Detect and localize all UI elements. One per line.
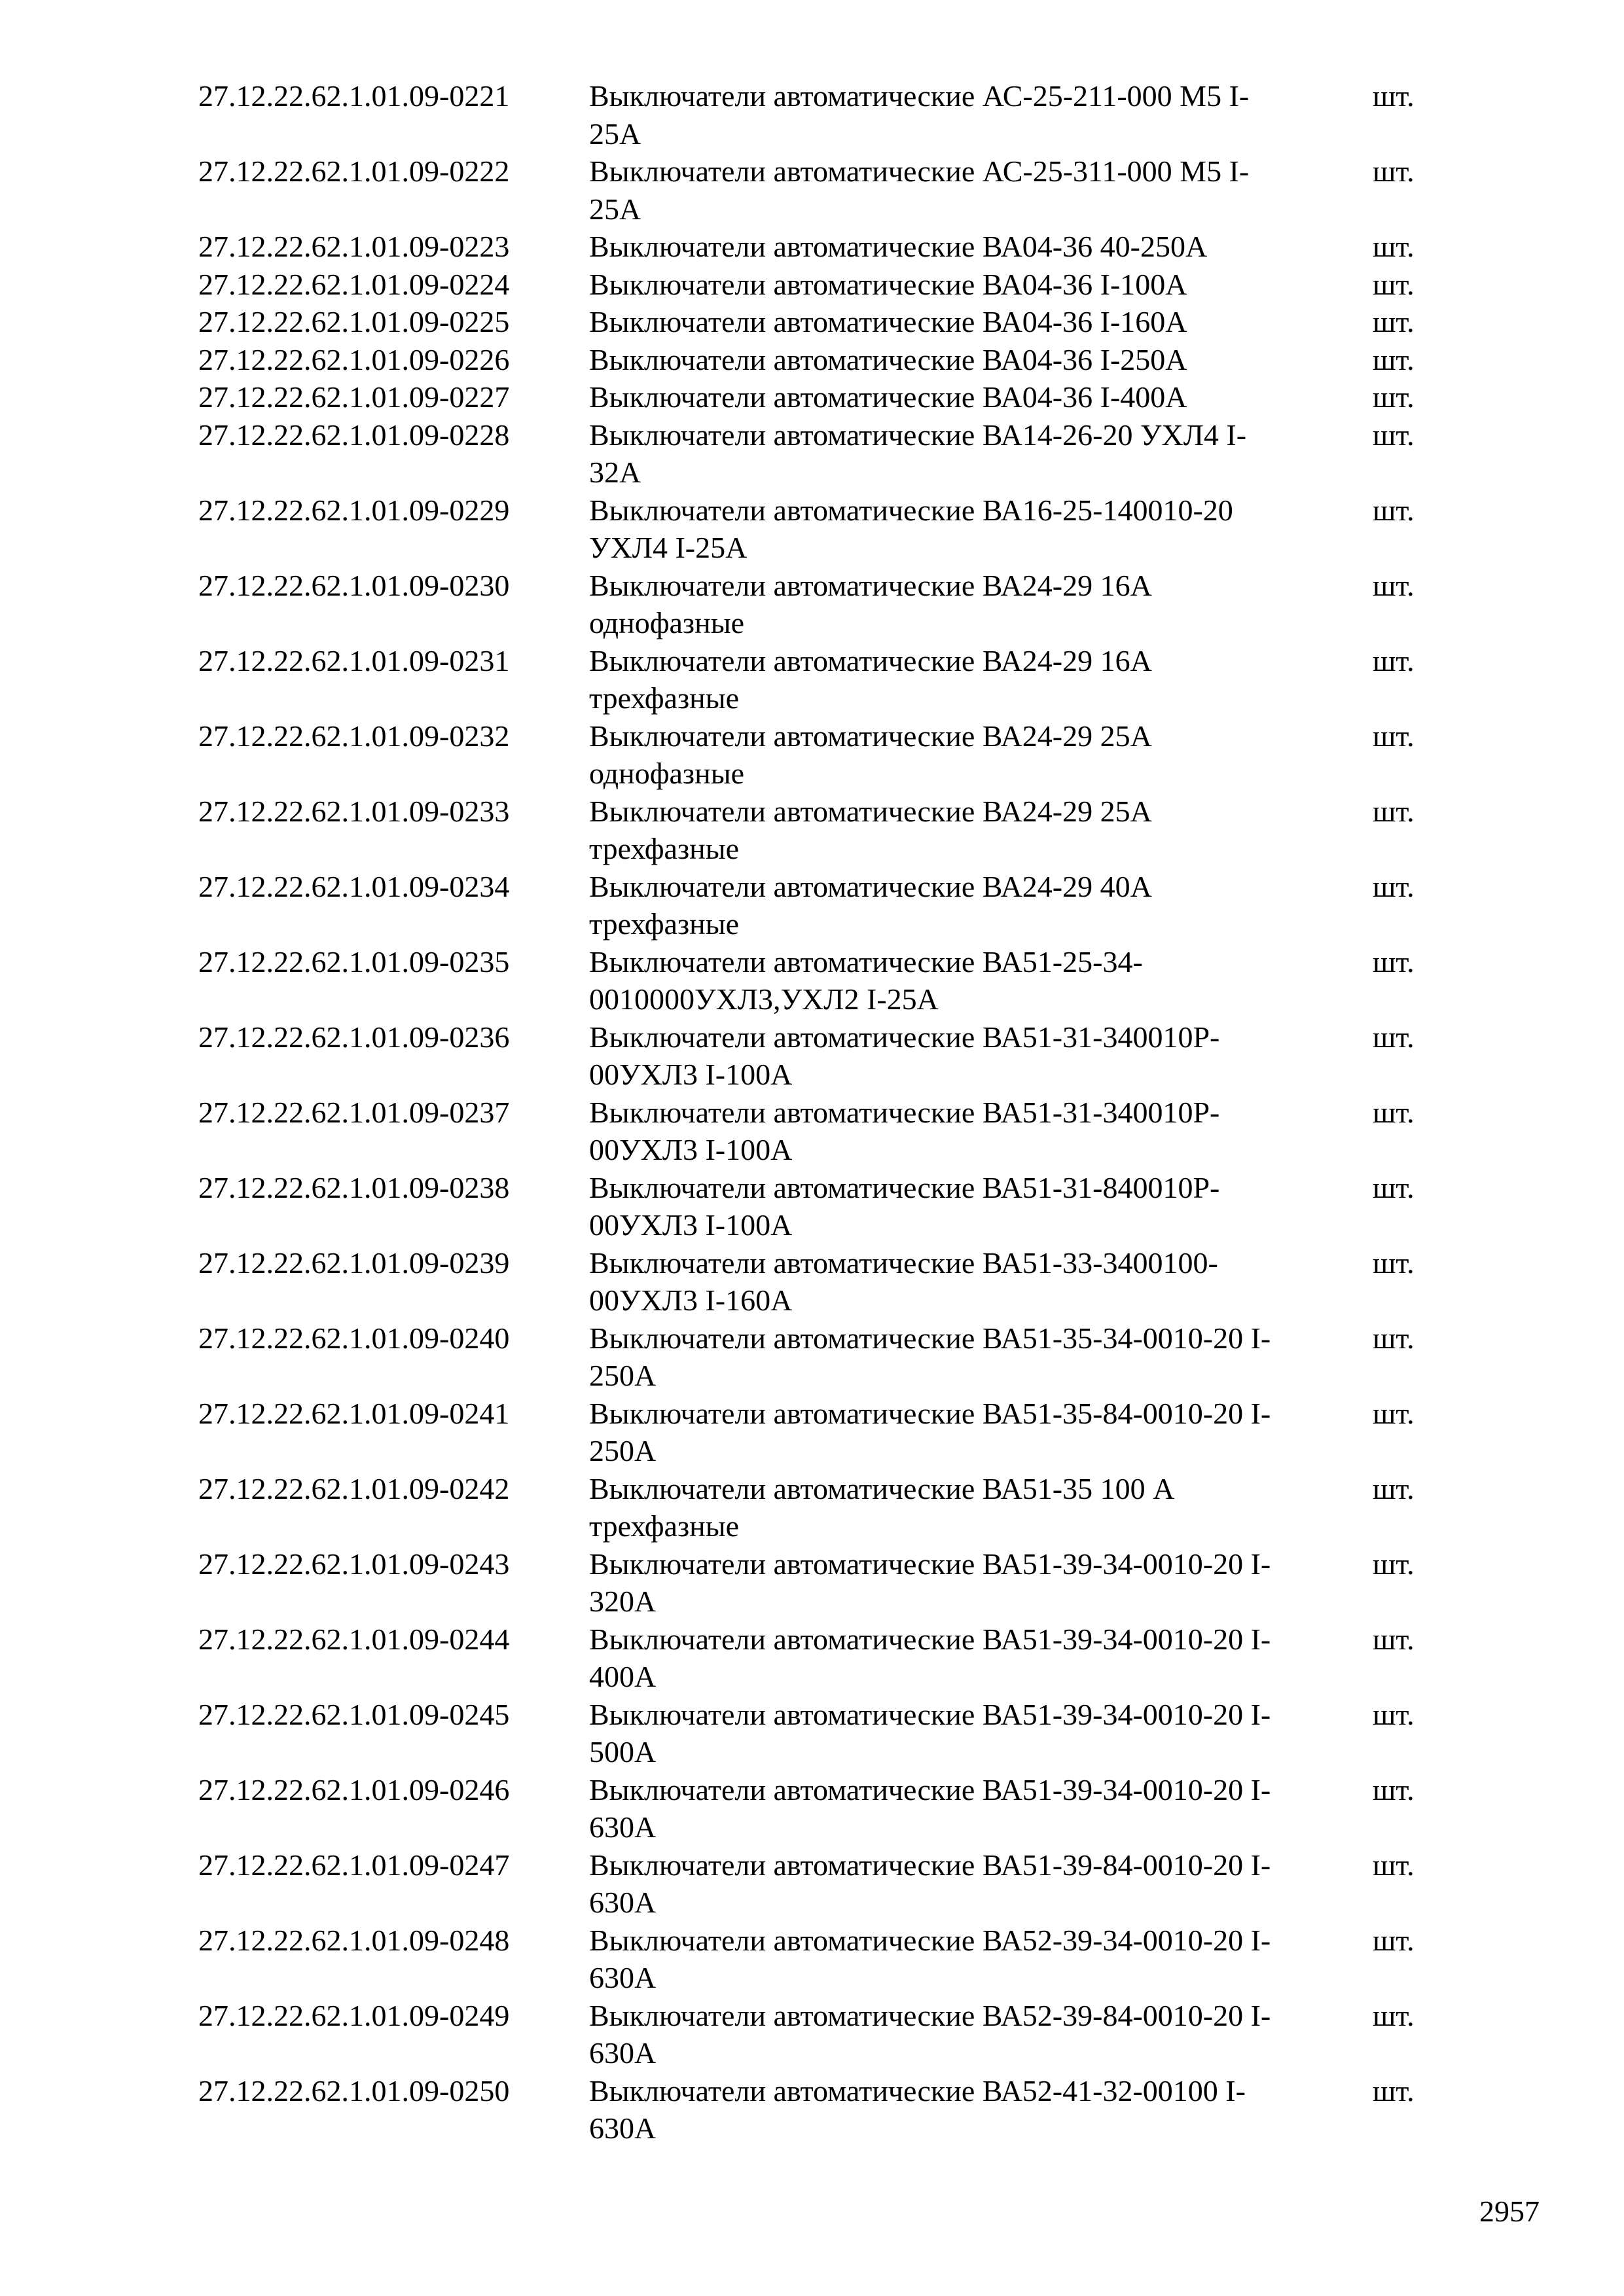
- item-unit: шт.: [1373, 1697, 1415, 1731]
- item-code: 27.12.22.62.1.01.09-0227: [198, 380, 510, 414]
- item-code: 27.12.22.62.1.01.09-0230: [198, 568, 510, 602]
- list-item: [198, 77, 1442, 152]
- list-item: [198, 152, 1442, 228]
- item-unit: шт.: [1373, 869, 1415, 903]
- item-unit: шт.: [1373, 418, 1415, 452]
- item-code: 27.12.22.62.1.01.09-0233: [198, 794, 510, 828]
- item-code: 27.12.22.62.1.01.09-0231: [198, 643, 510, 677]
- item-name: Выключатели автоматические ВА51-25-34- 0010000УХЛ3,УХЛ2 I-25А: [589, 944, 1143, 1016]
- item-unit: шт.: [1373, 1246, 1415, 1280]
- item-unit: шт.: [1373, 1321, 1415, 1355]
- item-name: Выключатели автоматические ВА24-29 16А трехфазные: [589, 643, 1152, 715]
- item-code: 27.12.22.62.1.01.09-0245: [198, 1697, 510, 1731]
- item-code: 27.12.22.62.1.01.09-0239: [198, 1246, 510, 1280]
- item-name: Выключатели автоматические ВА51-35-84-0010-20 I- 250А: [589, 1396, 1271, 1467]
- list-item: [198, 1169, 1442, 1244]
- item-unit: шт.: [1373, 1396, 1415, 1430]
- item-unit: шт.: [1373, 1772, 1415, 1806]
- item-unit: шт.: [1373, 493, 1415, 527]
- item-code: 27.12.22.62.1.01.09-0249: [198, 1998, 510, 2032]
- item-code: 27.12.22.62.1.01.09-0241: [198, 1396, 510, 1430]
- list-item: [198, 1018, 1442, 1094]
- item-code: 27.12.22.62.1.01.09-0248: [198, 1923, 510, 1957]
- item-unit: шт.: [1373, 154, 1415, 188]
- item-unit: шт.: [1373, 1095, 1415, 1129]
- item-name: Выключатели автоматические ВА51-39-34-0010-20 I- 400А: [589, 1622, 1271, 1693]
- item-code: 27.12.22.62.1.01.09-0222: [198, 154, 510, 188]
- item-unit: шт.: [1373, 230, 1415, 263]
- item-unit: шт.: [1373, 1622, 1415, 1656]
- item-code: 27.12.22.62.1.01.09-0235: [198, 944, 510, 978]
- list-item: [198, 341, 1442, 379]
- item-code: 27.12.22.62.1.01.09-0234: [198, 869, 510, 903]
- item-unit: шт.: [1373, 1020, 1415, 1054]
- item-name: Выключатели автоматические ВА24-29 25А однофазные: [589, 719, 1152, 790]
- item-name: Выключатели автоматические ВА51-39-34-0010-20 I- 320А: [589, 1547, 1271, 1618]
- item-unit: шт.: [1373, 944, 1415, 978]
- item-code: 27.12.22.62.1.01.09-0229: [198, 493, 510, 527]
- list-item: [198, 228, 1442, 266]
- list-item: [198, 492, 1442, 567]
- list-item: [198, 2072, 1442, 2147]
- item-code: 27.12.22.62.1.01.09-0243: [198, 1547, 510, 1581]
- list-item: [198, 1997, 1442, 2072]
- item-unit: шт.: [1373, 305, 1415, 338]
- item-code: 27.12.22.62.1.01.09-0244: [198, 1622, 510, 1656]
- list-item: [198, 1470, 1442, 1545]
- item-name: Выключатели автоматические ВА04-36 I-250А: [589, 342, 1187, 376]
- item-unit: шт.: [1373, 643, 1415, 677]
- item-name: Выключатели автоматические ВА51-39-34-0010-20 I- 500А: [589, 1697, 1271, 1768]
- item-name: Выключатели автоматические ВА51-39-34-0010-20 I- 630А: [589, 1772, 1271, 1844]
- item-name: Выключатели автоматические ВА14-26-20 УХЛ4 I- 32А: [589, 418, 1247, 489]
- item-name: Выключатели автоматические ВА51-33-3400100- 00УХЛ3 I-160А: [589, 1246, 1218, 1317]
- item-name: Выключатели автоматические ВА51-39-84-0010-20 I- 630А: [589, 1848, 1271, 1919]
- item-name: Выключатели автоматические ВА52-41-32-00100 I- 630А: [589, 2073, 1246, 2145]
- item-name: Выключатели автоматические ВА51-31-340010Р- 00УХЛ3 I-100А: [589, 1020, 1220, 1091]
- list-item: [198, 416, 1442, 492]
- item-name: Выключатели автоматические ВА51-31-840010Р- 00УХЛ3 I-100А: [589, 1170, 1220, 1242]
- item-name: Выключатели автоматические ВА52-39-84-0010-20 I- 630А: [589, 1998, 1271, 2070]
- item-code: 27.12.22.62.1.01.09-0228: [198, 418, 510, 452]
- item-code: 27.12.22.62.1.01.09-0247: [198, 1848, 510, 1882]
- item-code: 27.12.22.62.1.01.09-0236: [198, 1020, 510, 1054]
- item-name: Выключатели автоматические ВА16-25-140010-20 УХЛ4 I-25А: [589, 493, 1233, 564]
- item-unit: шт.: [1373, 380, 1415, 414]
- list-item: [198, 1621, 1442, 1696]
- item-unit: шт.: [1373, 267, 1415, 301]
- list-item: [198, 1395, 1442, 1470]
- item-code: 27.12.22.62.1.01.09-0221: [198, 79, 510, 113]
- page-number: 2957: [1479, 2195, 1540, 2228]
- item-code: 27.12.22.62.1.01.09-0237: [198, 1095, 510, 1129]
- item-name: Выключатели автоматические ВА04-36 I-400А: [589, 380, 1187, 414]
- item-unit: шт.: [1373, 79, 1415, 113]
- list-item: [198, 303, 1442, 341]
- list-item: [198, 1771, 1442, 1846]
- item-unit: шт.: [1373, 1471, 1415, 1505]
- item-name: Выключатели автоматические АС-25-211-000 М5 I- 25А: [589, 79, 1250, 151]
- list-item: [198, 266, 1442, 304]
- item-code: 27.12.22.62.1.01.09-0223: [198, 230, 510, 263]
- item-name: Выключатели автоматические ВА51-35-34-0010-20 I- 250А: [589, 1321, 1271, 1392]
- item-name: Выключатели автоматические ВА24-29 40А трехфазные: [589, 869, 1152, 941]
- item-name: Выключатели автоматические ВА04-36 I-100А: [589, 267, 1187, 301]
- list-item: [198, 1094, 1442, 1169]
- item-unit: шт.: [1373, 1547, 1415, 1581]
- item-code: 27.12.22.62.1.01.09-0224: [198, 267, 510, 301]
- list-item: [198, 378, 1442, 416]
- item-code: 27.12.22.62.1.01.09-0240: [198, 1321, 510, 1355]
- item-unit: шт.: [1373, 1998, 1415, 2032]
- item-name: Выключатели автоматические АС-25-311-000 М5 I- 25А: [589, 154, 1250, 226]
- item-name: Выключатели автоматические ВА24-29 16А однофазные: [589, 568, 1152, 639]
- item-name: Выключатели автоматические ВА04-36 I-160А: [589, 305, 1187, 338]
- price-list: [198, 77, 1442, 2147]
- item-code: 27.12.22.62.1.01.09-0238: [198, 1170, 510, 1204]
- list-item: [198, 717, 1442, 793]
- item-name: Выключатели автоматические ВА52-39-34-0010-20 I- 630А: [589, 1923, 1271, 1994]
- item-unit: шт.: [1373, 794, 1415, 828]
- item-code: 27.12.22.62.1.01.09-0242: [198, 1471, 510, 1505]
- item-unit: шт.: [1373, 1170, 1415, 1204]
- list-item: [198, 943, 1442, 1018]
- list-item: [198, 1846, 1442, 1922]
- list-item: [198, 868, 1442, 943]
- item-unit: шт.: [1373, 568, 1415, 602]
- item-name: Выключатели автоматические ВА51-31-340010Р- 00УХЛ3 I-100А: [589, 1095, 1220, 1166]
- list-item: [198, 642, 1442, 717]
- list-item: [198, 1696, 1442, 1771]
- item-code: 27.12.22.62.1.01.09-0246: [198, 1772, 510, 1806]
- list-item: [198, 1545, 1442, 1621]
- list-item: [198, 1319, 1442, 1395]
- item-name: Выключатели автоматические ВА24-29 25А трехфазные: [589, 794, 1152, 865]
- item-code: 27.12.22.62.1.01.09-0226: [198, 342, 510, 376]
- list-item: [198, 1922, 1442, 1997]
- item-unit: шт.: [1373, 1923, 1415, 1957]
- list-item: [198, 793, 1442, 868]
- list-item: [198, 1244, 1442, 1319]
- item-unit: шт.: [1373, 2073, 1415, 2108]
- item-unit: шт.: [1373, 719, 1415, 753]
- item-name: Выключатели автоматические ВА04-36 40-250А: [589, 230, 1208, 263]
- item-name: Выключатели автоматические ВА51-35 100 А трехфазные: [589, 1471, 1175, 1543]
- item-unit: шт.: [1373, 1848, 1415, 1882]
- item-code: 27.12.22.62.1.01.09-0250: [198, 2073, 510, 2108]
- item-code: 27.12.22.62.1.01.09-0232: [198, 719, 510, 753]
- item-unit: шт.: [1373, 342, 1415, 376]
- list-item: [198, 567, 1442, 642]
- item-code: 27.12.22.62.1.01.09-0225: [198, 305, 510, 338]
